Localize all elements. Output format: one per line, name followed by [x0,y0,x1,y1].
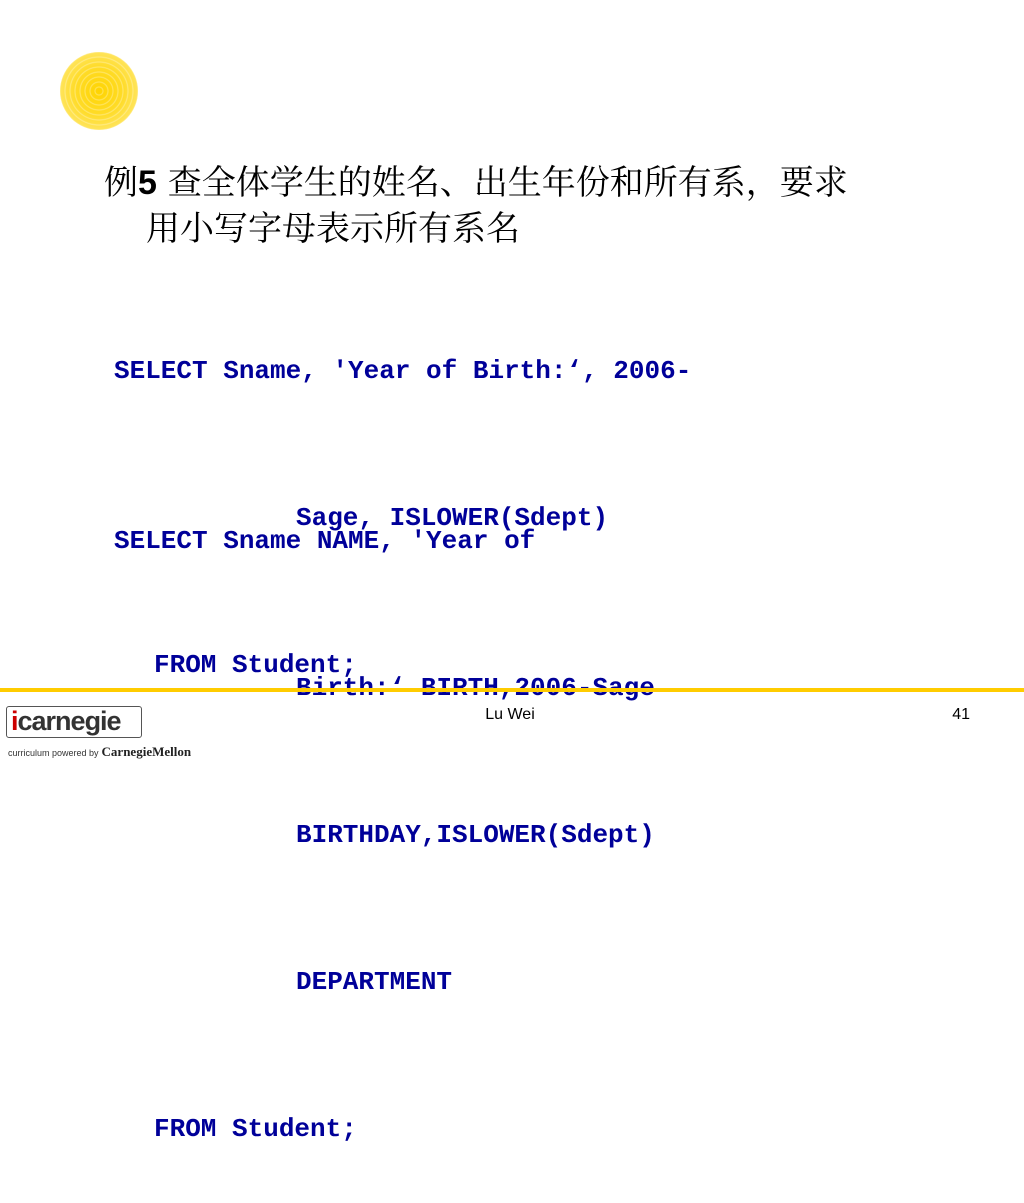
code-line: SELECT Sname NAME, 'Year of [114,526,536,556]
logo-wordmark: icarnegie [11,706,121,736]
code-line: SELECT Sname, 'Year of Birth:‘, 2006- [114,356,692,386]
sun-decoration [60,52,138,130]
sql-code-block-2 [114,419,655,1203]
title-line1: 查全体学生的姓名、出生年份和所有系，要求 [156,163,848,203]
logo-tagline: curriculum powered by CarnegieMellon [8,744,192,759]
title-prefix: 例 [104,163,138,203]
code-line: DEPARTMENT [296,967,453,997]
title-line2: 用小写字母表示所有系名 [146,209,520,249]
cmu-wordmark: CarnegieMellon [101,744,192,759]
footer-divider [0,688,1024,692]
code-line: FROM Student; [154,650,357,680]
footer-author: Lu Wei [485,706,535,723]
slide-title [104,160,984,252]
code-line: BIRTHDAY,ISLOWER(Sdept) [296,820,655,850]
code-line: Sage, ISLOWER(Sdept) [296,503,609,533]
title-number: 5 [138,164,157,202]
page-number: 41 [952,706,970,723]
icarnegie-logo [6,706,206,762]
logo-frame [6,706,142,738]
code-line: FROM Student; [154,1114,357,1144]
